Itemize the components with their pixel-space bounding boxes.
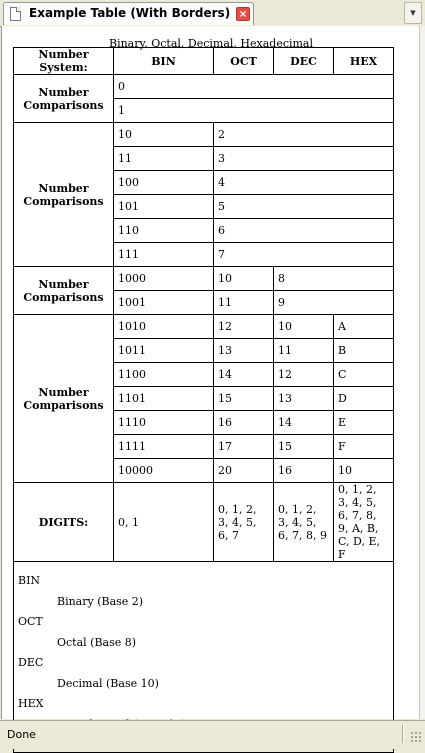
table-header-row xyxy=(14,48,394,75)
cell-dec: 16 xyxy=(274,459,334,483)
cell-dec: 11 xyxy=(274,339,334,363)
digits-bin: 0, 1 xyxy=(114,483,214,562)
cell-bin: 1100 xyxy=(114,363,214,387)
cell-dec: 13 xyxy=(274,387,334,411)
page-content xyxy=(1,26,420,719)
row-group-label: Number Comparisons xyxy=(14,123,114,267)
tab-example-table[interactable] xyxy=(3,2,254,25)
cell-bin: 0 xyxy=(114,75,394,99)
cell-oct: 10 xyxy=(214,267,274,291)
cell-bin: 100 xyxy=(114,171,214,195)
digits-oct: 0, 1, 2, 3, 4, 5, 6, 7 xyxy=(214,483,274,562)
cell-dec: 9 xyxy=(274,291,394,315)
digits-hex: 0, 1, 2, 3, 4, 5, 6, 7, 8, 9, A, B, C, D, E, F xyxy=(334,483,394,562)
tab-list-dropdown-button[interactable] xyxy=(404,2,422,24)
table-row xyxy=(14,123,394,147)
legend-term: OCT xyxy=(18,615,43,628)
number-systems-table xyxy=(13,47,394,753)
cell-hex: F xyxy=(334,435,394,459)
cell-bin: 1110 xyxy=(114,411,214,435)
cell-oct: 13 xyxy=(214,339,274,363)
status-text: Done xyxy=(7,728,36,741)
table-row xyxy=(14,267,394,291)
legend-definition: Octal (Base 8) xyxy=(57,636,137,649)
cell-bin: 111 xyxy=(114,243,214,267)
cell-bin: 1010 xyxy=(114,315,214,339)
cell-hex: A xyxy=(334,315,394,339)
cell-bin: 1000 xyxy=(114,267,214,291)
legend-definition: Binary (Base 2) xyxy=(57,595,144,608)
cell-oct: 15 xyxy=(214,387,274,411)
legend-term: DEC xyxy=(18,656,44,669)
legend-term: BIN xyxy=(18,574,41,587)
header-number-system: Number System: xyxy=(14,48,114,75)
cell-oct: 7 xyxy=(214,243,394,267)
header-bin: BIN xyxy=(114,48,214,75)
cell-bin: 11 xyxy=(114,147,214,171)
cell-bin: 1111 xyxy=(114,435,214,459)
table-row xyxy=(14,75,394,99)
vertical-scrollbar[interactable] xyxy=(419,26,425,719)
cell-hex: B xyxy=(334,339,394,363)
cell-hex: D xyxy=(334,387,394,411)
cell-bin: 1 xyxy=(114,99,394,123)
cell-dec: 15 xyxy=(274,435,334,459)
cell-oct: 16 xyxy=(214,411,274,435)
resize-grip-icon[interactable] xyxy=(410,731,422,743)
cell-oct: 11 xyxy=(214,291,274,315)
close-tab-button[interactable]: × xyxy=(236,7,250,21)
cell-bin: 10 xyxy=(114,123,214,147)
row-group-label: Number Comparisons xyxy=(14,75,114,123)
cell-bin: 1011 xyxy=(114,339,214,363)
row-group-label: Number Comparisons xyxy=(14,267,114,315)
legend-term: HEX xyxy=(18,697,44,710)
cell-bin: 101 xyxy=(114,195,214,219)
digits-row xyxy=(14,483,394,562)
tab-title: Example Table (With Borders) xyxy=(29,6,231,20)
status-divider xyxy=(402,725,404,743)
cell-bin: 1001 xyxy=(114,291,214,315)
cell-oct: 17 xyxy=(214,435,274,459)
document-icon xyxy=(10,7,21,21)
cell-hex: 10 xyxy=(334,459,394,483)
cell-hex: E xyxy=(334,411,394,435)
tab-strip xyxy=(0,0,425,27)
status-bar xyxy=(0,720,425,749)
header-hex: HEX xyxy=(334,48,394,75)
digits-label: DIGITS: xyxy=(14,483,114,562)
cell-bin: 1101 xyxy=(114,387,214,411)
cell-oct: 5 xyxy=(214,195,394,219)
cell-oct: 12 xyxy=(214,315,274,339)
header-dec: DEC xyxy=(274,48,334,75)
cell-oct: 20 xyxy=(214,459,274,483)
cell-bin: 110 xyxy=(114,219,214,243)
table-row xyxy=(14,315,394,339)
cell-hex: C xyxy=(334,363,394,387)
cell-dec: 8 xyxy=(274,267,394,291)
row-group-label: Number Comparisons xyxy=(14,315,114,483)
cell-dec: 10 xyxy=(274,315,334,339)
cell-bin: 10000 xyxy=(114,459,214,483)
cell-oct: 2 xyxy=(214,123,394,147)
cell-dec: 14 xyxy=(274,411,334,435)
cell-oct: 4 xyxy=(214,171,394,195)
digits-dec: 0, 1, 2, 3, 4, 5, 6, 7, 8, 9 xyxy=(274,483,334,562)
cell-oct: 3 xyxy=(214,147,394,171)
cell-dec: 12 xyxy=(274,363,334,387)
cell-oct: 6 xyxy=(214,219,394,243)
table-caption: Binary, Octal, Decimal, Hexadecimal xyxy=(108,37,314,50)
legend-definition: Decimal (Base 10) xyxy=(57,677,159,690)
header-oct: OCT xyxy=(214,48,274,75)
chevron-down-icon: ▼ xyxy=(410,9,416,17)
cell-oct: 14 xyxy=(214,363,274,387)
